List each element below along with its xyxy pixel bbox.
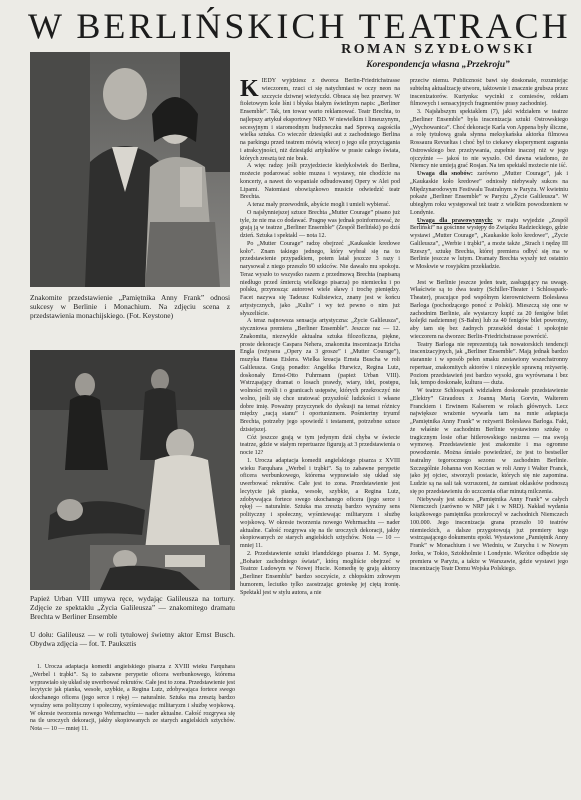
note-lead-orthodox: Uwaga dla prawowyznych: xyxy=(417,217,493,224)
note-text: w maju wyjedzie „Zespół Berliński” na gościnne występy do Związku Radzieckiego, gdzie wystawi „Mutter Courage”, „Kaukaskie koło kredowe”, „Życie Galileusza”, „Werbie i trąbki”, a może także „Strach i nędzę III Rzeszy”, sztukę Brechta, której premiera odbyć się ma w Berlinie jeszcze w lutym. Dramaty Brechta wyszły też ostatnio w Moskwie w rosyjskim przekładzie. xyxy=(410,217,568,270)
photo-caption-top: Znakomite przedstawienie „Pamiętnika Anny Frank” odnosi sukcesy w Berlinie i Monachium. Na zdjęciu scena z przedstawienia monachijskiego. (Fot. Keystone) xyxy=(30,293,230,321)
drop-cap: K xyxy=(240,78,259,102)
article-paragraph: Niebywały jest sukces „Pamiętnika Anny Frank” w całych Niemczech (zarówno w NRF jak i w NRD). Nakład wydania książkowego pamiętnika przekroczył w zachodnich Niemczech 100.000. Jego inscenizacja grana przeszło 10 teatrów niemieckich, a dalsze przygotowują już premiery tego wstrząsającego dokumentu epoki. Wystawione „Pamiętnik Anny Frank” w Monachium i we Wiedniu, w Zurychu i w Nowym Jorku, w Tokio, Sztokholmie i Londynie. Wkrótce odbędzie się premiera w Paryżu, a także w Warszawie, gdzie wystawi jego inscenizację Teatr Domu Wojska Polskiego. xyxy=(410,496,568,573)
note-text: zarówno „Mutter Courage”, jak i „Kaukaskie koło kredowe” odniosły niebywały sukces na Międzynarodowym Festiwalu Teatralnym w Paryżu. W kwietniu pokaże „Berliner Ensemble” w Paryżu „Życie Galileusza”. W ubiegłym roku występował też teatr z wielkim powodzeniem w Londynie. xyxy=(410,171,568,216)
article-paragraph: A więc radzę: jeśli przyjedziecie kiedykolwiek do Berlina, możecie podarować sobie muzea i wystawy, nie chodźcie na koncerty, a nawet do wspaniale odbudowanej Opery w Alei pod Lipami. Natomiast obowiązkowo musicie odwiedzić teatr Brechta. xyxy=(240,163,400,201)
article-paragraph: 2. Przedstawienie sztuki irlandzkiego pisarza J. M. Synge, „Bohater zachodniego świata”, którą mogliście obejrzeć w Teatrze Ludowym w Nowej Hucie. Komedię tę grają aktorzy „Berliner Ensemblu” bardzo soczyście, z chłopskim zdrowym humorem, leciutko tylko zaostrzając groteskę jej ciętą ironię. Spektakl jest w stylu autora, a nie xyxy=(240,550,400,596)
photo-galileo-scene xyxy=(30,350,235,590)
photo-anne-frank-scene xyxy=(30,52,230,287)
article-paragraph xyxy=(410,171,568,218)
article-paragraph: Cóż jeszcze grają w tym jedynym dziś chyba w świecie teatrze, gdzie w stałym repertuarze figurują aż 3 przedstawienia o nocie 12? xyxy=(240,434,400,456)
article-lead-paragraph xyxy=(240,78,400,163)
lead-text: IEDY wyjdziesz z dworca Berlin-Friedrichstrasse wieczorem, rzuci ci się natychmiast w oczy neon na szczycie dziwnej wieżyczki. Obraca się bez przerwy. W fioletowym kole lśni i błyska białym świetlnym napis: „Berliner Ensemble”. Tak, ten towar warto reklamować. Teatr Brechta, to najlepszy artykuł eksportowy NRD. W niewielkim i limeuzynym, secesyjnym i staromodnym budyneczku nad Sprewą zagościła wielka sztuka. Co wieczór dziesiątki aut z zachodniego Berlina na parkingu przed teatrem mówią wiecej o jego sile przyciągania i atrakcyjności, niż dziesiątki artykułów w prasie całego świata, których zresztą też nie brak. xyxy=(240,78,400,162)
article-paragraph: 3. Najsłabszym spektaklem (7), jaki widziałem w teatrze „Berliner Ensemble” była inscenizacja sztuki Ostrowskiego „Wychowanica”. Choć dekoracje Karla von Appena były śliczne, a rolę tytułową grała słynna meksykańska aktorka filmowa Rossaura Revueltas i choć był to ciekawy eksperyment zagrania Ostrowskiego bez przeżywania, zupełnie inaczej niż w jego ojczyźnie — jakoś to nie wyszło. Od dawna wiadomo, że Niemcy nie umieją grać Rosjan. Na ten spektakl możecie nie iść. xyxy=(410,109,568,170)
article-column-right xyxy=(410,78,568,790)
article-paragraph: O najsłynniejszej sztuce Brechta „Mutter Courage” pisano już tyle, że nie ma co dodawać. Pragnę was jednak poinformować, że grają ją w teatrze „Berliner Ensemble” (Zespół Berliński) po dziś dzień. Sztuka i spektakl — nota 12. xyxy=(240,209,400,239)
photo-caption-galileo: U dołu: Galileusz — w roli tytułowej świetny aktor Ernst Busch. Obydwa zdjęcia — fot. T. Pauksztis xyxy=(30,630,235,649)
article-paragraph: A teraz mały przewodnik, abyście mogli i umieli wybierać. xyxy=(247,202,391,208)
article-column-left-bottom xyxy=(30,664,235,790)
author-byline: ROMAN SZYDŁOWSKI xyxy=(341,42,535,57)
article-paragraph: A teraz najnowsza sensacja artystyczna: „Życie Galileusza”, styczniowa premiera „Berliner Ensemble”. Jeszcze raz — 12. Znakomita, niezwykle aktualna sztuka filozoficzna, piękne, proste dekoracje Caspara Nehera, znakomita inscenizacja Ericha Engla (reżysera „Opery za 3 grosze” i „Mutter Courage”), muzyka Hansa Eislera. Wielka kreacja Ernsta Buscha w roli Galileusza. Grają ponadto: Angelika Hurwicz, Regina Lutz, doskonały Ernst-Otto Fuhrmann (papież Urban VIII). Wstrząsający dramat o losach prawdy, wiary, idei, postępu, wolności myśli i o granicach ustępstw, których przekroczyć nie wolno, jeśli się chce uratować przyszłość ludzkości i własne dobre imię. Poważny przyczynek do dyskusji na temat różnicy między „racją stanu” i oportunizmem. Pośmiertny tryumf Brechta, potrzeby jego spowiedź i testament, potrzebne sztuce dzisiejszej. xyxy=(240,318,400,433)
photo-caption-pope: Papież Urban VIII umywa ręce, wydając Galileusza na tortury. Zdjęcie ze spektaklu „Życia Galileusza” — znakomitego dramatu Brechta w Berliner Ensemble xyxy=(30,594,235,622)
article-paragraph: Po „Mutter Courage” radzę obejrzeć „Kaukaskie kredowe koło”. Znam takiego jednego, który wybrał się na to przedstawienie przypadkiem, potem latał jeszcze 3 razy i narysował z niego przeszło 90 szkiców. Nie dawało mu spokoju. Teraz wyszło to wszystko razem z przedmową Brechta (napisaną niedługo przed śmiercią wielkiego pisarza) po niemiecku i po polsku, przynosząc autorowi wiele sławy i trochę pieniędzy. Facet nazywa się Tadeusz Kulisiewicz, znany jest w końcu artystycznych, jako „Kulis” i wy też pewno o nim już słyszeliście. xyxy=(240,240,400,317)
photo-anne-frank-image xyxy=(30,52,230,287)
article-paragraph: przeciw niemu. Publiczność bawi się doskonale, rozumiejąc subtelną aktualizację utworu, taktownie i znacznie grubsza przez inscenizatorów. Kurtynka: wycinki z comiesów, reklam filmowych i sensacyjnych fragmentów prasy zachodniej. xyxy=(410,78,568,108)
article-paragraph: Teatry Barloga nie reprezentują tak nowatorskich tendencji inscenizacyjnych, jak „Berliner Ensemble”. Mają jednak bardzo starannie i w sposób pełen smaku zestawiony wszechstronny repertuar, znakomitych aktorów i niezwykle sprawną reżyserię. Poziom przedstawień jest bardzo wysoki, gra wyrównana i bez luk, tempo doskonałe, kultura — duża. xyxy=(410,341,568,387)
article-paragraph: Jest w Berlinie jeszcze jeden teatr, zasługujący na uwagę. Właściwie są to dwa teatry (Schiller-Theater i Schlosspark-Theater), pracujące pod wspólnym kierownictwem Bolesława Barloga (pochodzącego ponoć z Polski). Mieszczą się one w zachodnim Berlinie, ale wystarczy kupić za 20 fenigów bilet kolejki nadziemnej (S-Bahn) lub za 40 fenigów bilet powrotny, aby tam się bez żadnych przeszkód dostać i spokojnie wieczorem na dworzec Berlin-Friedrichstrasse powrócić. xyxy=(410,279,568,340)
photo-galileo-image xyxy=(30,350,235,590)
correspondence-note: Korespondencja własna „Przekroju” xyxy=(366,60,510,70)
article-paragraph: 1. Urocza adaptacja komedii angielskiego pisarza z XVIII wieku Farquhara „Werbel i trąbki”. Są to zabawne perypetie oficera werbunkowego, którema wyprawiało się układ się uwerbować rekrutów. Całe jest to zona. Przedstawienie jest lecytycie jak pianka, wesołe, szybkie, a Regina Lutz, zdobywająca fortece swego ukochanego oficera (jego serce i rękę) — naturalnie. Sztuka ma zresztą bardzo wyraźny sens polityczny i społeczny, wyśmiewając militaryzm i służbę wojskową. W okresie tworzenia nowego Wehrmachtu — nader aktualne. Całość rozgrywa się na tle uroczych dekoracji, jakby skopiowanych ze starych angielskich sztychów. Nota — 10 — mniej 11. xyxy=(240,457,400,549)
article-paragraph: 1. Urocza adaptacja komedii angielskiego pisarza z XVIII wieku Farquhara „Werbel i trąbki”. Są to zabawne perypetie oficera werbunkowego, którema wyprawiało się układ się uwerbować rekrutów. Całe jest to zona. Przedstawienie jest lecytycie jak pianka, wesołe, szybkie, a Regina Lutz, zdobywająca fortece swego ukochanego oficera (jego serce i rękę) — naturalnie. Sztuka ma zresztą bardzo wyraźny sens polityczny i społeczny, wyśmiewając militaryzm i służbę wojskową. W okresie tworzenia nowego Wehrmachtu — nader aktualne. Całość rozgrywa się na tle uroczych dekoracji, jakby skopiowanych ze starych angielskich sztychów. Nota — 10 — mniej 11. xyxy=(30,664,235,732)
article-column-middle xyxy=(240,78,400,790)
article-paragraph: W teatrze Schlosspark widziałem doskonałe przedstawienie „Elektry” Giraudoux z Joanną Marią Gorvin, Walterem Franckiem i Erwinem Kalserem w rolach głównych. Lecz największe wrażenie wywarła tam na mnie adaptacja „Pamiętnika Anny Frank” w reżyserii Bolesława Barloga. Fakt, że właśnie w zachodnim Berlinie wystawiono sztukę o tragicznym losie ofiar hitlerowskiego rasizmu — ma swoją wymowę. Przedstawienie jest znakomite i ma ogromne powodzenie. Można śmiało powiedzieć, że jest to bestseller teatralny tegorocznego sezonu w zachodnim Berlinie. Szczególnie Johanna von Koczian w roli Anny i Walter Franck, jako jej ojciec, stworzyli postacie, których się nie zapomina. Ludzie są na sali tak wzruszeni, że zamiast oklasków podnoszą się po przedstawieniu do uczczenia ofiar minutą milczenia. xyxy=(410,388,568,495)
article-paragraph xyxy=(410,218,568,272)
note-lead-snobs: Uwaga dla snobów: xyxy=(417,171,473,177)
article-title: W BERLIŃSKICH TEATRACH xyxy=(28,6,571,46)
